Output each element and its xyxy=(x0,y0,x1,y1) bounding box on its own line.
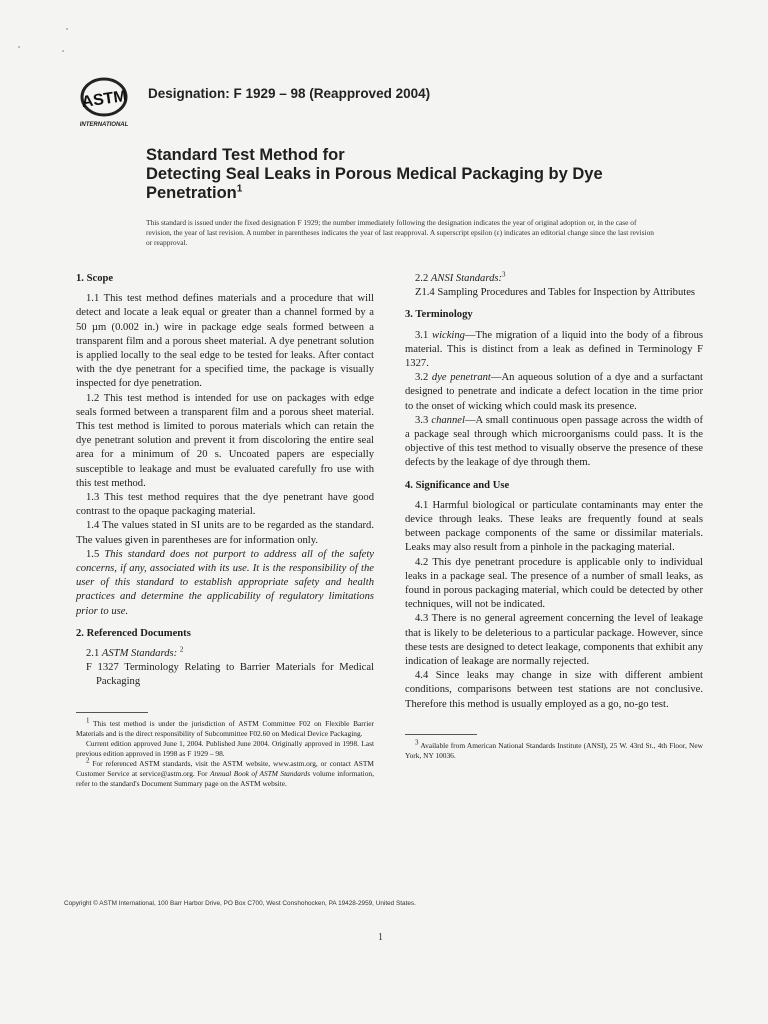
scan-speck xyxy=(66,28,68,30)
footnote-2: $^2$ For referenced ASTM standards, visit the ASTM website, www.astm.org, or contact ASTM Customer Service at service@astm.org. For Annual Book of ASTM Standards volume information, refer to the standard's Document Summary page on the ASTM website. xyxy=(76,756,374,788)
section-heading-terminology: 3. Terminology xyxy=(405,309,473,321)
paragraph-1-2: 1.2 This test method is intended for use on packages with edge seals formed between a transparent film and a porous sheet material. This test method is limited to porous materials which can retain the dye penetrant solution and prevent it from discoloring the entire seal area for a minimum of 20 s. Uncoated papers are especially susceptible to leakage and must be evaluated carefully fro use with this test method. xyxy=(76,392,374,489)
paragraph-3-3: 3.3 channel—A small continuous open passage across the width of a package seal through which microorganisms could pass. It is the objective of this test method to visually observe the presence of these defects by the leakage of dye through them. xyxy=(405,414,703,469)
reference-f1327: F 1327 Terminology Relating to Barrier Materials for Medical Packaging xyxy=(86,662,374,688)
paragraph-3-2: 3.2 dye penetrant—An aqueous solution of a dye and a surfactant designed to penetrate and indicate a defect location in the time prior to the onset of wicking which could mask its presence. xyxy=(405,372,704,412)
paragraph-1-4: 1.4 The values stated in SI units are to be regarded as the standard. The values given in parentheses are for information only. xyxy=(76,520,374,546)
paragraph-1-3: 1.3 This test method requires that the dye penetrant have good contrast to the opaque packaging material. xyxy=(76,492,374,518)
copyright-line: Copyright © ASTM International, 100 Barr Harbor Drive, PO Box C700, West Conshohocken, PA 19428-2959, United States. xyxy=(64,900,416,907)
section-heading-referenced-documents: 2. Referenced Documents xyxy=(76,627,191,639)
footnote-1-edition: Current edition approved June 1, 2004. Published June 2004. Originally approved in 1998. Last previous edition approved in 1998 as F 1929 – 98. xyxy=(76,738,374,758)
title-line-3: Penetration$^1$ xyxy=(146,183,243,202)
left-column xyxy=(76,272,374,789)
paragraph-2-1: 2.1 ASTM Standards: $^2$ xyxy=(86,645,184,660)
logo-subtext: INTERNATIONAL xyxy=(79,122,129,128)
page-number: 1 xyxy=(378,932,383,943)
footnote-rule xyxy=(405,734,477,735)
title-line-2: Detecting Seal Leaks in Porous Medical Packaging by Dye xyxy=(146,165,603,183)
title-line-1: Standard Test Method for xyxy=(146,146,345,164)
designation: Designation: F 1929 – 98 (Reapproved 2004) xyxy=(148,86,431,101)
footnote-1: $^1$ This test method is under the jurisdiction of ASTM Committee F02 on Flexible Barrier Materials and is the direct responsibility of Subcommittee F02.60 on Medical Device Packaging. xyxy=(76,716,374,738)
paragraph-2-2: 2.2 ANSI Standards:$^3$ xyxy=(415,270,506,284)
paragraph-4-1: 4.1 Harmful biological or particulate contaminants may enter the device through leaks. These leaks are frequently found at seals between package components of the same or dissimilar materials. Leaks may also result from a pinhole in the packaging material. xyxy=(405,499,703,554)
right-column xyxy=(405,272,703,761)
issuance-note: This standard is issued under the fixed designation F 1929; the number immediately following the designation indicates the year of original adoption or, in the case of revision, the year of last revision. A number in parentheses indicates the year of last reapproval. A superscript epsilon (ε) indicates an editorial change since the last revision or reapproval. xyxy=(146,218,654,247)
logo-text: ASTM xyxy=(80,87,128,112)
footnote-3: $^3$ Available from American National Standards Institute (ANSI), 25 W. 43rd St., 4th Floor, New York, NY 10036. xyxy=(405,738,703,760)
scan-speck xyxy=(62,50,64,52)
reference-z1-4: Z1.4 Sampling Procedures and Tables for Inspection by Attributes xyxy=(415,287,696,299)
scan-speck xyxy=(18,46,20,48)
paragraph-3-1: 3.1 wicking—The migration of a liquid into the body of a fibrous material. This is distinct from a leak as defined in Terminology F 1327. xyxy=(405,329,703,370)
section-heading-significance-and-use: 4. Significance and Use xyxy=(405,479,510,491)
title-footnote-mark: 1 xyxy=(236,183,243,195)
astm-logo xyxy=(74,74,138,130)
paragraph-1-1: 1.1 This test method defines materials and a procedure that will detect and locate a leak equal or greater than a channel formed by a 50 µm (0.002 in.) wire in package edge seals formed between a transparent film and a porous sheet material. A dye penetrant solution is applied locally to the seal edge to be tested for leaks. After contact with the dye penetrant for a specified time, the package is visually inspected for dye penetration. xyxy=(76,293,374,390)
paragraph-1-5: 1.5 This standard does not purport to address all of the safety concerns, if any, associated with its use. It is the responsibility of the user of this standard to establish appropriate safety and health practices and determine the applicability of regulatory limitations prior to use. xyxy=(76,548,374,617)
document-title xyxy=(146,146,666,203)
section-heading-scope: 1. Scope xyxy=(76,273,114,284)
footnote-rule xyxy=(76,712,148,713)
paragraph-4-4: 4.4 Since leaks may change in size with different ambient conditions, comparisons between test stations are not conclusive. Therefore this method is usually employed as a go, no-go test. xyxy=(405,670,703,710)
paragraph-4-3: 4.3 There is no general agreement concerning the level of leakage that is likely to be deleterious to a particular package. However, since these tests are designed to detect leakage, components that exhibit any indication of leakage are normally rejected. xyxy=(405,613,703,668)
paragraph-4-2: 4.2 This dye penetrant procedure is applicable only to individual leaks in a package seal. The presence of a number of small leaks, as found in porous packaging material, which could be detected by other techniques, will not be indicated. xyxy=(405,556,703,611)
